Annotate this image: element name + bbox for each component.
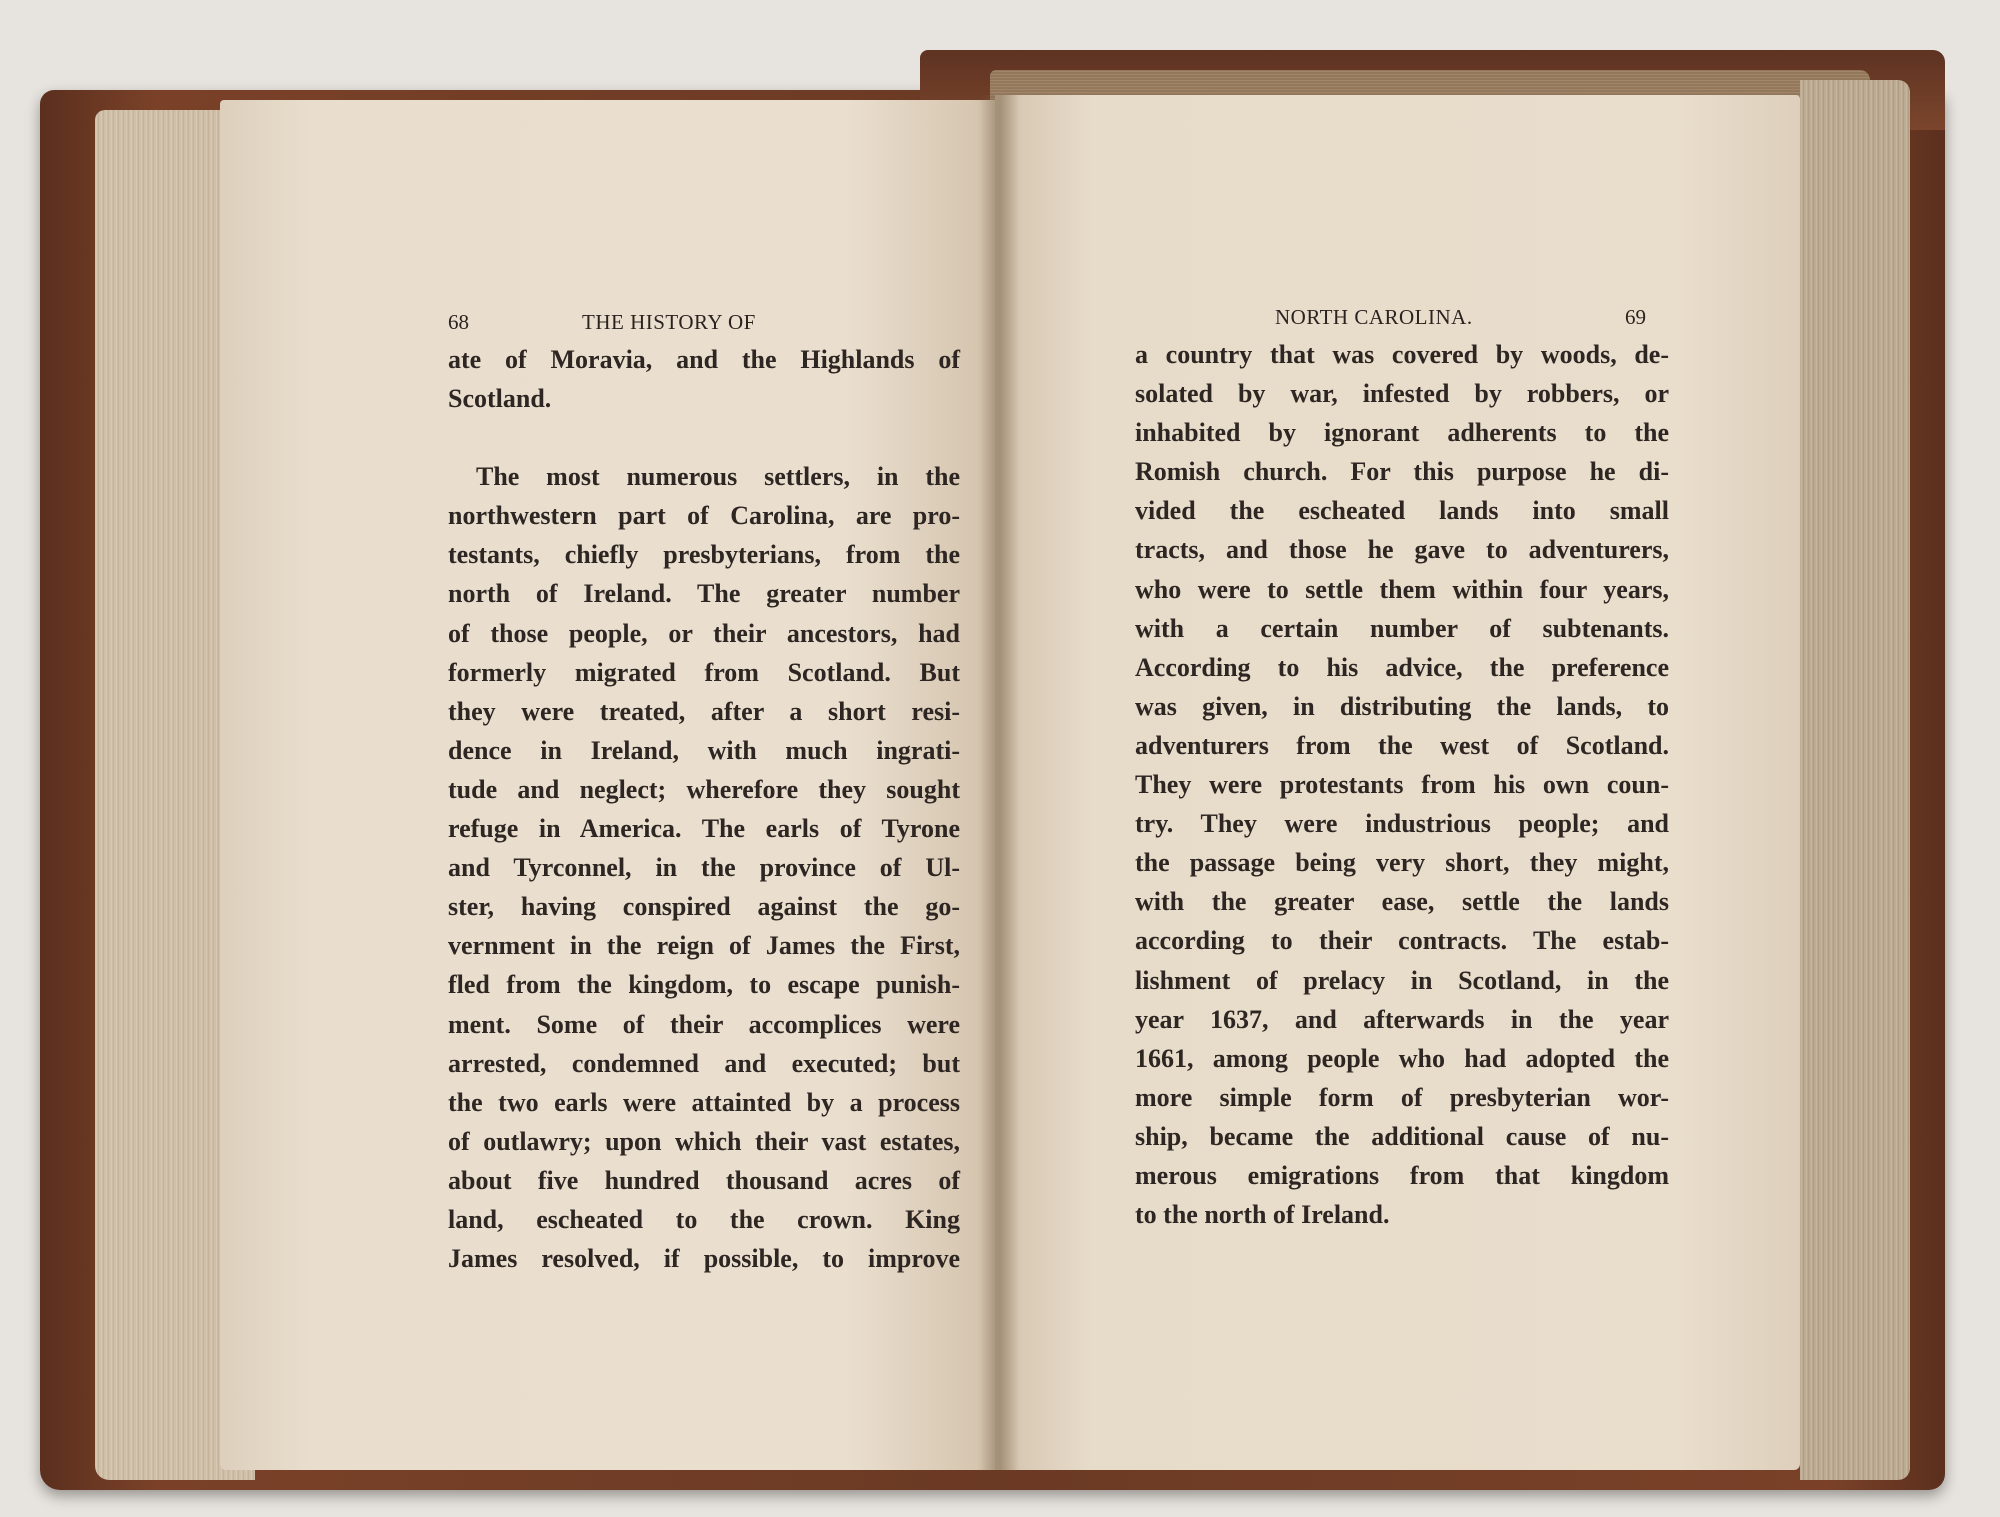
left-page bbox=[220, 100, 1000, 1470]
text-line: lishment of prelacy in Scotland, in the bbox=[1135, 965, 1669, 995]
open-book bbox=[40, 50, 1945, 1490]
text-line: refuge in America. The earls of Tyrone bbox=[448, 814, 960, 844]
text-line: according to their contracts. The estab- bbox=[1135, 926, 1669, 956]
text-line: Romish church. For this purpose he di- bbox=[1135, 457, 1669, 487]
text-line: James resolved, if possible, to improve bbox=[448, 1244, 960, 1274]
text-line: merous emigrations from that kingdom bbox=[1135, 1160, 1669, 1190]
text-line: dence in Ireland, with much ingrati- bbox=[448, 735, 960, 765]
text-line: They were protestants from his own coun- bbox=[1135, 770, 1669, 800]
right-running-head: NORTH CAROLINA. bbox=[1275, 305, 1473, 329]
text-line: about five hundred thousand acres of bbox=[448, 1165, 960, 1195]
text-line: According to his advice, the preference bbox=[1135, 652, 1669, 682]
left-running-head: THE HISTORY OF bbox=[582, 310, 756, 334]
text-line: who were to settle them within four years, bbox=[1135, 574, 1669, 604]
book-gutter bbox=[980, 95, 1020, 1470]
text-line: with a certain number of subtenants. bbox=[1135, 613, 1669, 643]
text-line: northwestern part of Carolina, are pro- bbox=[448, 501, 960, 531]
text-line: land, escheated to the crown. King bbox=[448, 1204, 960, 1234]
left-text-column bbox=[448, 340, 960, 1278]
text-line: The most numerous settlers, in the bbox=[476, 462, 960, 492]
text-line: north of Ireland. The greater number bbox=[448, 579, 960, 609]
text-line: tracts, and those he gave to adventurers, bbox=[1135, 535, 1669, 565]
text-line: fled from the kingdom, to escape punish- bbox=[448, 970, 960, 1000]
text-line: of those people, or their ancestors, had bbox=[448, 618, 960, 648]
text-line: the two earls were attainted by a process bbox=[448, 1087, 960, 1117]
text-line: to the north of Ireland. bbox=[1135, 1200, 1390, 1230]
text-line: ate of Moravia, and the Highlands of bbox=[448, 345, 960, 374]
right-page-number: 69 bbox=[1625, 305, 1646, 329]
right-text-column bbox=[1135, 335, 1669, 1234]
text-line: inhabited by ignorant adherents to the bbox=[1135, 418, 1669, 448]
text-line: vernment in the reign of James the First, bbox=[448, 931, 960, 961]
text-line: try. They were industrious people; and bbox=[1135, 809, 1669, 839]
text-line: tude and neglect; wherefore they sought bbox=[448, 774, 960, 804]
text-line: testants, chiefly presbyterians, from the bbox=[448, 540, 960, 570]
text-line: with the greater ease, settle the lands bbox=[1135, 887, 1669, 917]
text-line: ment. Some of their accomplices were bbox=[448, 1009, 960, 1039]
text-line: year 1637, and afterwards in the year bbox=[1135, 1004, 1669, 1034]
text-line: formerly migrated from Scotland. But bbox=[448, 657, 960, 687]
text-line: and Tyrconnel, in the province of Ul- bbox=[448, 853, 960, 883]
left-page-number: 68 bbox=[448, 310, 469, 334]
text-line: solated by war, infested by robbers, or bbox=[1135, 379, 1669, 409]
text-line: arrested, condemned and executed; but bbox=[448, 1048, 960, 1078]
text-line: they were treated, after a short resi- bbox=[448, 696, 960, 726]
text-line: a country that was covered by woods, de- bbox=[1135, 340, 1669, 369]
text-line: ship, became the additional cause of nu- bbox=[1135, 1121, 1669, 1151]
text-line: vided the escheated lands into small bbox=[1135, 496, 1669, 526]
right-page bbox=[995, 95, 1800, 1470]
text-line: was given, in distributing the lands, to bbox=[1135, 691, 1669, 721]
page-block-right-edge bbox=[1800, 80, 1910, 1480]
text-line: the passage being very short, they might, bbox=[1135, 848, 1669, 878]
text-line: Scotland. bbox=[448, 384, 552, 414]
text-line: 1661, among people who had adopted the bbox=[1135, 1043, 1669, 1073]
text-line: adventurers from the west of Scotland. bbox=[1135, 730, 1669, 760]
text-line: of outlawry; upon which their vast estates, bbox=[448, 1126, 960, 1156]
text-line: ster, having conspired against the go- bbox=[448, 892, 960, 922]
text-line: more simple form of presbyterian wor- bbox=[1135, 1082, 1669, 1112]
